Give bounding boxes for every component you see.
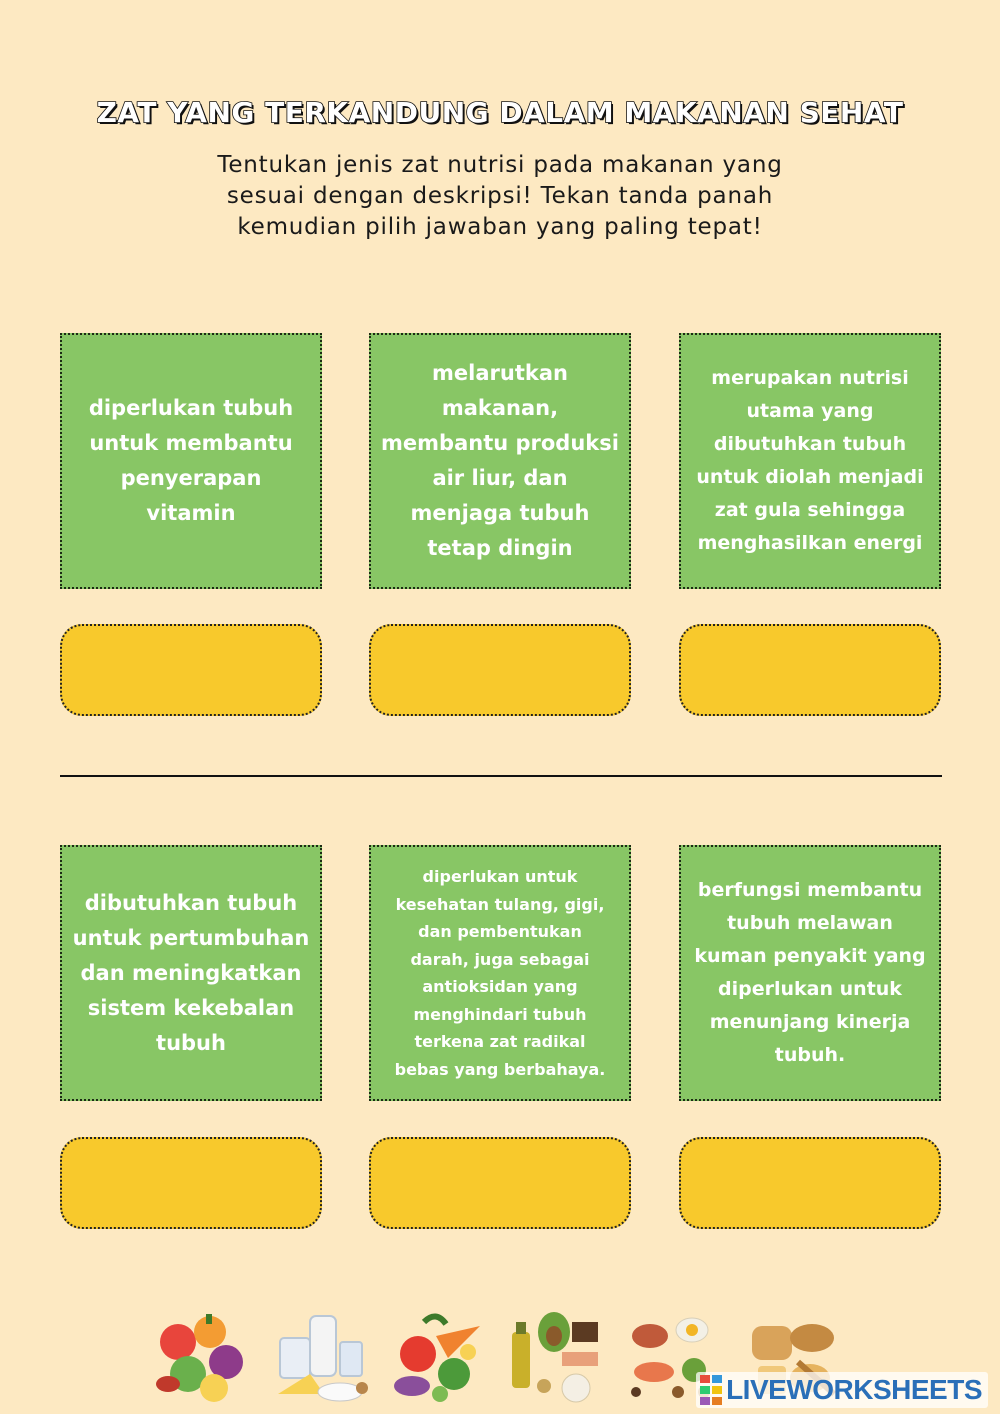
card-text-line: darah, juga sebagai <box>410 949 590 969</box>
instructions <box>150 150 850 243</box>
description-card-3 <box>679 333 941 589</box>
answer-box-1[interactable] <box>60 624 322 716</box>
card-text-line: menjaga tubuh <box>410 501 590 525</box>
card-text-line: penyerapan <box>120 466 262 490</box>
answer-box-2[interactable] <box>369 624 631 716</box>
answer-box-6[interactable] <box>679 1137 941 1229</box>
card-text-line: diperlukan untuk <box>718 978 902 1000</box>
instruction-line: Tentukan jenis zat nutrisi pada makanan yang <box>217 152 783 178</box>
card-text-line: berfungsi membantu <box>697 879 923 901</box>
dairy-image <box>266 1302 372 1408</box>
card-text-line: terkena zat radikal <box>414 1032 586 1051</box>
description-card-4 <box>60 845 322 1101</box>
card-text-line: makanan, <box>441 396 559 420</box>
card-text-line: untuk pertumbuhan <box>72 925 310 950</box>
worksheet-title: ZAT YANG TERKANDUNG DALAM MAKANAN SEHAT <box>96 96 904 129</box>
card-text-line: tetap dingin <box>427 536 573 560</box>
description-card-6 <box>679 845 941 1101</box>
card-text-line: diperlukan untuk <box>422 867 578 886</box>
description-card-2 <box>369 333 631 589</box>
card-text-line: air liur, dan <box>432 466 568 490</box>
card-text-line: menunjang kinerja <box>709 1011 911 1033</box>
card-text-line: tubuh melawan <box>727 912 893 934</box>
card-text-line: utama yang <box>746 400 874 422</box>
card-text-line: membantu produksi <box>381 431 619 455</box>
card-text-line: dan pembentukan <box>418 922 582 941</box>
card-text-line: bebas yang berbahaya. <box>394 1059 606 1079</box>
answer-box-4[interactable] <box>60 1137 322 1229</box>
card-text-line: untuk membantu <box>89 431 293 455</box>
card-text-line: kuman penyakit yang <box>694 945 926 967</box>
card-text-line: merupakan nutrisi <box>711 367 909 389</box>
answer-box-5[interactable] <box>369 1137 631 1229</box>
card-text-line: tubuh <box>156 1030 226 1055</box>
instruction-line: kemudian pilih jawaban yang paling tepat! <box>237 214 763 240</box>
liveworksheets-logo-icon <box>700 1375 722 1405</box>
card-text-line: vitamin <box>146 501 236 525</box>
card-text-line: kesehatan tulang, gigi, <box>395 894 605 914</box>
card-text-line: dibutuhkan tubuh <box>84 890 298 915</box>
card-text-line: dan meningkatkan <box>80 960 302 985</box>
answer-box-3[interactable] <box>679 624 941 716</box>
card-text-line: menghasilkan energi <box>697 532 923 554</box>
vegetables-image <box>384 1302 490 1408</box>
instruction-line: sesuai dengan deskripsi! Tekan tanda panah <box>226 183 774 209</box>
description-card-5 <box>369 845 631 1101</box>
card-text-line: sistem kekebalan <box>87 995 295 1020</box>
card-text-line: menghindari tubuh <box>413 1004 587 1024</box>
card-text-line: zat gula sehingga <box>714 499 906 521</box>
card-text-line: melarutkan <box>432 361 568 385</box>
card-text-line: dibutuhkan tubuh <box>713 433 907 455</box>
description-card-1 <box>60 333 322 589</box>
liveworksheets-brand <box>696 1372 988 1408</box>
brand-text: LIVEWORKSHEETS <box>726 1374 982 1405</box>
card-text-line: diperlukan tubuh <box>88 396 294 420</box>
section-divider <box>60 775 942 777</box>
card-text-line: tubuh. <box>774 1044 846 1066</box>
fats-oils-image <box>502 1302 608 1408</box>
fruits-vegetables-image <box>148 1302 254 1408</box>
card-text-line: antioksidan yang <box>422 977 578 996</box>
card-text-line: untuk diolah menjadi <box>696 466 924 488</box>
